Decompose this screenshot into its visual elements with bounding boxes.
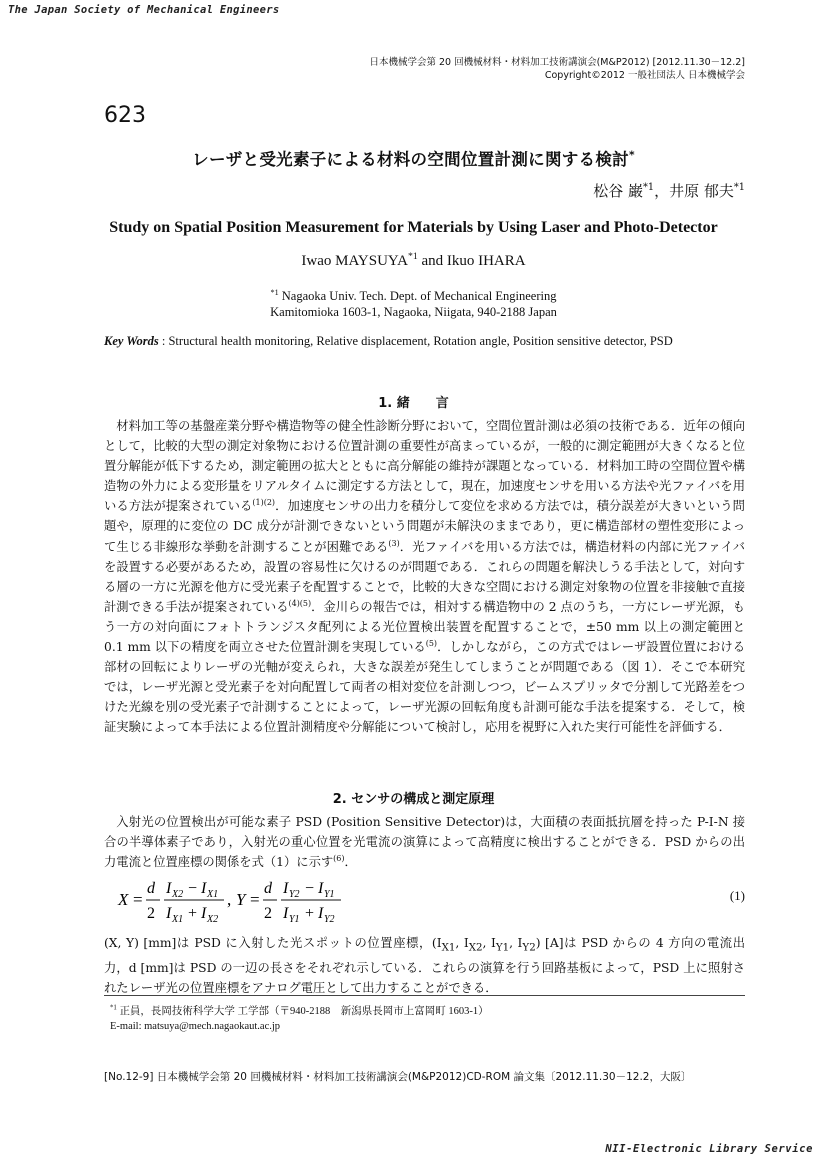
eq-d-1: d — [147, 880, 155, 897]
author-en-1: Iwao MAYSUYA — [301, 253, 408, 269]
author-ja-1-mark: *1 — [643, 182, 655, 193]
keywords — [104, 334, 673, 349]
ref-6: (6) — [333, 854, 345, 864]
eq-minus-1: − — [188, 880, 198, 897]
affiliation — [0, 288, 827, 320]
paper-number: 623 — [104, 103, 146, 128]
explain-sub-y2: Y2 — [522, 941, 536, 954]
eq-iy1-1-sub: Y1 — [324, 889, 335, 900]
title-english: Study on Spatial Position Measurement for Materials by Using Laser and Photo-Detector — [109, 219, 718, 236]
section-2-heading: 2. センサの構成と測定原理 — [332, 792, 495, 807]
eq-iy1-2-sub: Y1 — [289, 914, 300, 923]
section-1-text-4: ．金川らの報告では，相対する構造物中の 2 点のうち，一方にレーザ光源，もう一方の対向面にフォトトランジスタ配列による光位置検出装置を配置することで，±50 mm 以上の測定範囲と 0.1 mm 以下の精度を両立させた位置計測を実現している — [104, 599, 745, 655]
eq-iy2-2-sub: Y2 — [324, 914, 335, 923]
keywords-separator: : — [158, 334, 169, 348]
eq-equals-2: = — [250, 890, 260, 909]
equation-1-graphic — [104, 873, 745, 923]
bottom-banner: NII-Electronic Library Service — [605, 1143, 813, 1155]
ref-3: (3) — [388, 538, 400, 548]
section-1-text-2: ．加速度センサの出力を積分して変位を求める方法では，積分誤差が大きいという問題や，原理的に変位の DC 成分が計測できないという問題が未解決のままであり，更に構造部材の塑性変形によって生じる非線形な挙動を計測することが困難である — [104, 499, 745, 554]
eq-comma: , — [227, 890, 232, 909]
explain-text-e: , I — [482, 936, 496, 950]
explain-text-i: ) [A]は PSD からの 4 方向の電流出力，d [mm]は PSD の一辺の長さをそれぞれ示している．これらの演算を行う回路基板によって，PSD 上に照射されたレーザ光の位置座標をアナログ電圧として出力することができる． — [104, 936, 746, 995]
ref-4-5: (4)(5) — [288, 598, 312, 608]
section-2-text-1: 入射光の位置検出が可能な素子 PSD (Position Sensitive Detector)は，大面積の表面抵抗層を持った P-I-N 接合の半導体素子であり，入射光の重心位置を光電流の演算によって高精度に検出することができる．PSD からの出力電流と位置座標の関係を式（1）に示す — [104, 815, 745, 870]
section-1-text-3: ．光ファイバを用いる方法では，構造材料の内部に光ファイバを設置する必要があるため，設置の容易性に欠けるのが問題である．これらの問題を解決しうる手法として，対向する層の一方に光源を他方に受光素子を配置することで，比較的大きな空間における測定対象物の位置を非接触で直接計測できる手法が提案されている — [104, 539, 745, 614]
footnote-email: E-mail: matsuya@mech.nagaokaut.ac.jp — [110, 1021, 281, 1032]
eq-minus-2: − — [305, 880, 315, 897]
author-ja-1: 松谷 巌 — [593, 182, 644, 200]
top-banner: The Japan Society of Mechanical Engineers — [8, 4, 280, 16]
authors-japanese — [593, 180, 745, 201]
authors-english — [0, 253, 827, 270]
eq-x-symbol: X — [118, 890, 129, 909]
conference-header — [369, 56, 745, 82]
eq-y-symbol: Y — [236, 890, 246, 909]
eq-iy2-2: I — [318, 905, 324, 922]
explain-text-g: , I — [509, 936, 523, 950]
eq-iy2-1: I — [283, 880, 289, 897]
affiliation-mark: *1 — [270, 287, 279, 297]
footnote-line-1: 正員，長岡技術科学大学 工学部（〒940-2188 新潟県長岡市上富岡町 1603-1） — [116, 1006, 489, 1017]
eq-ix2-1-sub: X2 — [172, 889, 184, 900]
title-japanese-text: レーザと受光素子による材料の空間位置計測に関する検討 — [192, 150, 629, 169]
section-2-body — [104, 812, 745, 872]
eq-ix2-2-sub: X2 — [207, 914, 219, 923]
copyright-line: Copyright©2012 一般社団法人 日本機械学会 — [544, 70, 745, 81]
eq-iy1-2: I — [283, 905, 289, 922]
eq-iy1-1: I — [318, 880, 324, 897]
explain-sub-x1: X1 — [441, 941, 456, 954]
eq-iy2-1-sub: Y2 — [289, 889, 300, 900]
footnote-divider — [104, 995, 745, 996]
proceedings-info: [No.12-9] 日本機械学会第 20 回機械材料・材料加工技術講演会(M&P2012)CD-ROM 論文集〔2012.11.30－12.2，大阪〕 — [104, 1071, 692, 1083]
eq-equals-1: = — [133, 890, 143, 909]
section-2-text-2: ． — [344, 855, 357, 870]
author-en-2: and Ikuo IHARA — [417, 253, 526, 269]
author-en-1-mark: *1 — [407, 251, 418, 262]
eq-d-2: d — [264, 880, 272, 897]
eq-plus-2: + — [305, 905, 315, 922]
eq-ix2-2: I — [201, 905, 207, 922]
eq-ix1-2-sub: X1 — [172, 914, 184, 923]
keywords-label: Key Words — [104, 334, 159, 348]
footnote-mark: *1 — [110, 1004, 117, 1012]
explain-sub-x2: X2 — [468, 941, 483, 954]
eq-plus-1: + — [188, 905, 198, 922]
explain-text-c: , I — [455, 936, 469, 950]
affiliation-line-2: Kamitomioka 1603-1, Nagaoka, Niigata, 940-2188 Japan — [270, 305, 557, 319]
title-japanese — [0, 146, 827, 170]
footnote — [110, 1004, 489, 1034]
eq-ix1-1: I — [201, 880, 207, 897]
conference-line: 日本機械学会第 20 回機械材料・材料加工技術講演会(M&P2012) [2012.11.30－12.2] — [369, 57, 745, 68]
keywords-text: Structural health monitoring, Relative displacement, Rotation angle, Position sensitive detector, PSD — [168, 334, 673, 348]
equation-1 — [104, 873, 745, 923]
title-footnote-mark: * — [628, 148, 635, 162]
explain-sub-y1: Y1 — [495, 941, 510, 954]
eq-ix2-1: I — [166, 880, 172, 897]
equation-explanation — [104, 933, 745, 998]
explain-text-a: (X, Y) [mm]は PSD に入射した光スポットの位置座標，(I — [104, 936, 442, 950]
section-1-body — [104, 416, 745, 738]
eq-ix1-1-sub: X1 — [207, 889, 219, 900]
author-separator: ， — [654, 182, 670, 200]
affiliation-line-1: Nagaoka Univ. Tech. Dept. of Mechanical Engineering — [278, 289, 557, 303]
eq-two-2: 2 — [264, 905, 272, 922]
eq-ix1-2: I — [166, 905, 172, 922]
ref-5: (5) — [425, 638, 438, 648]
author-ja-2-mark: *1 — [733, 182, 745, 193]
ref-1-2: (1)(2) — [252, 498, 276, 508]
author-ja-2: 井原 郁夫 — [669, 182, 734, 200]
section-1-text-1: 材料加工等の基盤産業分野や構造物等の健全性診断分野において，空間位置計測は必須の技術である．近年の傾向として，比較的大型の測定対象物における位置計測の重要性が高まっているが，一般的に測定範囲が大きくなると位置分解能が低下するため，測定範囲の拡大とともに高分解能の維持が課題となっている．材料加工時の空間位置や構造物の外力による変形量をリアルタイムに測定する方法として，現在，加速度センサを用いる方法や光ファイバを用いる方法が提案されている — [104, 419, 745, 514]
equation-number: (1) — [729, 888, 745, 903]
eq-two-1: 2 — [147, 905, 155, 922]
section-1-text-5: ．しかしながら，この方式ではレーザ設置位置における部材の回転によりレーザの光軸が変えられ，大きな誤差が発生してしまうことが問題である（図 1）．そこで本研究では，レーザ光源と受光素子を対向配置して両者の相対変位を計測しつつ，ビームスプリッタで分割して光路差をつけた光線を別の受光素子で計測することによって，レーザ光源の回転角度も計測可能な手法を提案する．そして，検証実験によって本手法による位置計測精度や分解能について検討し，応用を視野に入れた実行可能性を評価する． — [104, 640, 745, 735]
section-1-heading: 1. 緒 言 — [378, 396, 449, 411]
